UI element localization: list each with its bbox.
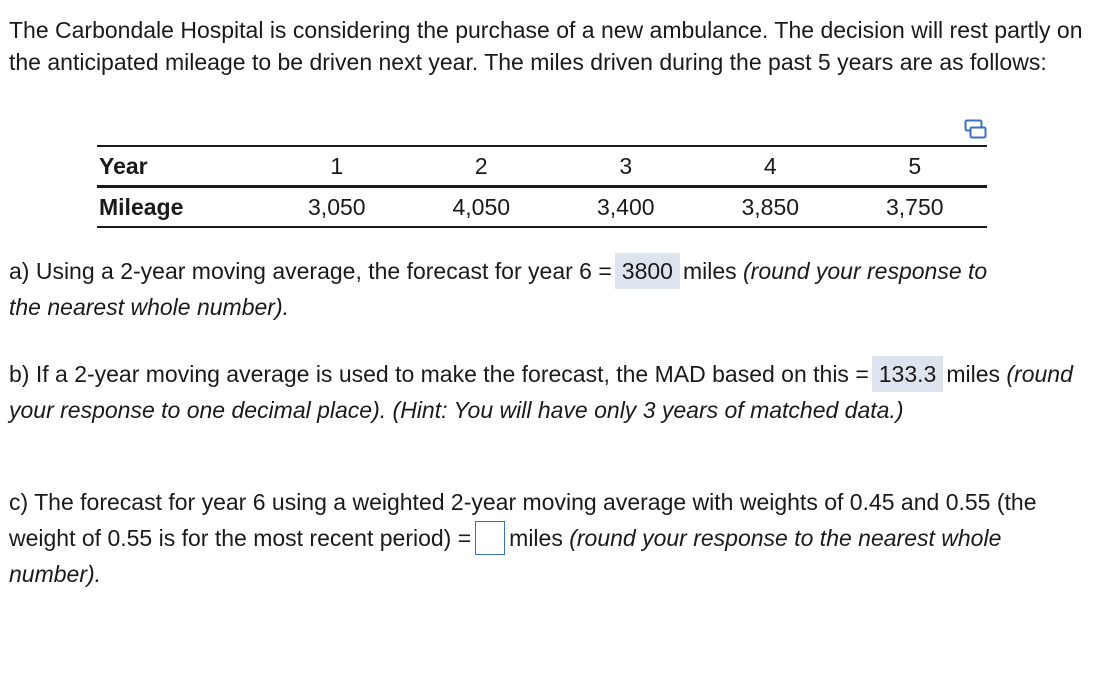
year-cell: 5: [843, 146, 988, 187]
mileage-cell: 4,050: [409, 187, 553, 228]
mileage-cell: 3,400: [554, 187, 698, 228]
question-b-text: b) If a 2-year moving average is used to make the forecast, the MAD based on this =: [9, 361, 869, 387]
mileage-cell: 3,850: [698, 187, 842, 228]
answer-b-note: (round your response to one decimal place). (Hint: You will have only 3 years of matched data.): [9, 361, 1073, 423]
answer-c-note: (round your response to the nearest whole number).: [9, 525, 1002, 587]
question-c: [9, 484, 1099, 592]
answer-c-unit: miles: [509, 525, 563, 551]
year-header: Year: [97, 146, 265, 187]
copy-data-icon[interactable]: [964, 119, 988, 139]
answer-a-unit: miles: [682, 258, 737, 284]
year-cell: 2: [409, 146, 553, 187]
answer-a-field[interactable]: 3800: [615, 253, 680, 289]
answer-b-unit: miles: [946, 361, 1000, 387]
question-b: [9, 356, 1099, 428]
mileage-header: Mileage: [97, 187, 265, 228]
year-cell: 1: [265, 146, 409, 187]
question-c-text: c) The forecast for year 6 using a weighted 2-year moving average with weights of 0.45 and 0.55 (the weight of 0.55 is for the most recent period) =: [9, 489, 1037, 551]
mileage-cell: 3,050: [265, 187, 409, 228]
mileage-table: [97, 145, 987, 228]
mileage-row: [97, 187, 987, 228]
year-row: [97, 146, 987, 187]
mileage-cell: 3,750: [843, 187, 988, 228]
problem-intro: The Carbondale Hospital is considering the purchase of a new ambulance. The decision will rest partly on the anticipated mileage to be driven next year. The miles driven during the past 5 years are as follows:: [9, 17, 1083, 75]
question-a: [9, 253, 1009, 325]
year-cell: 3: [554, 146, 698, 187]
question-a-text: a) Using a 2-year moving average, the forecast for year 6 =: [9, 258, 612, 284]
year-cell: 4: [698, 146, 842, 187]
answer-b-field[interactable]: 133.3: [872, 356, 944, 392]
answer-c-input[interactable]: [475, 521, 505, 555]
answer-a-note: (round your response to the nearest whole number).: [9, 258, 988, 320]
